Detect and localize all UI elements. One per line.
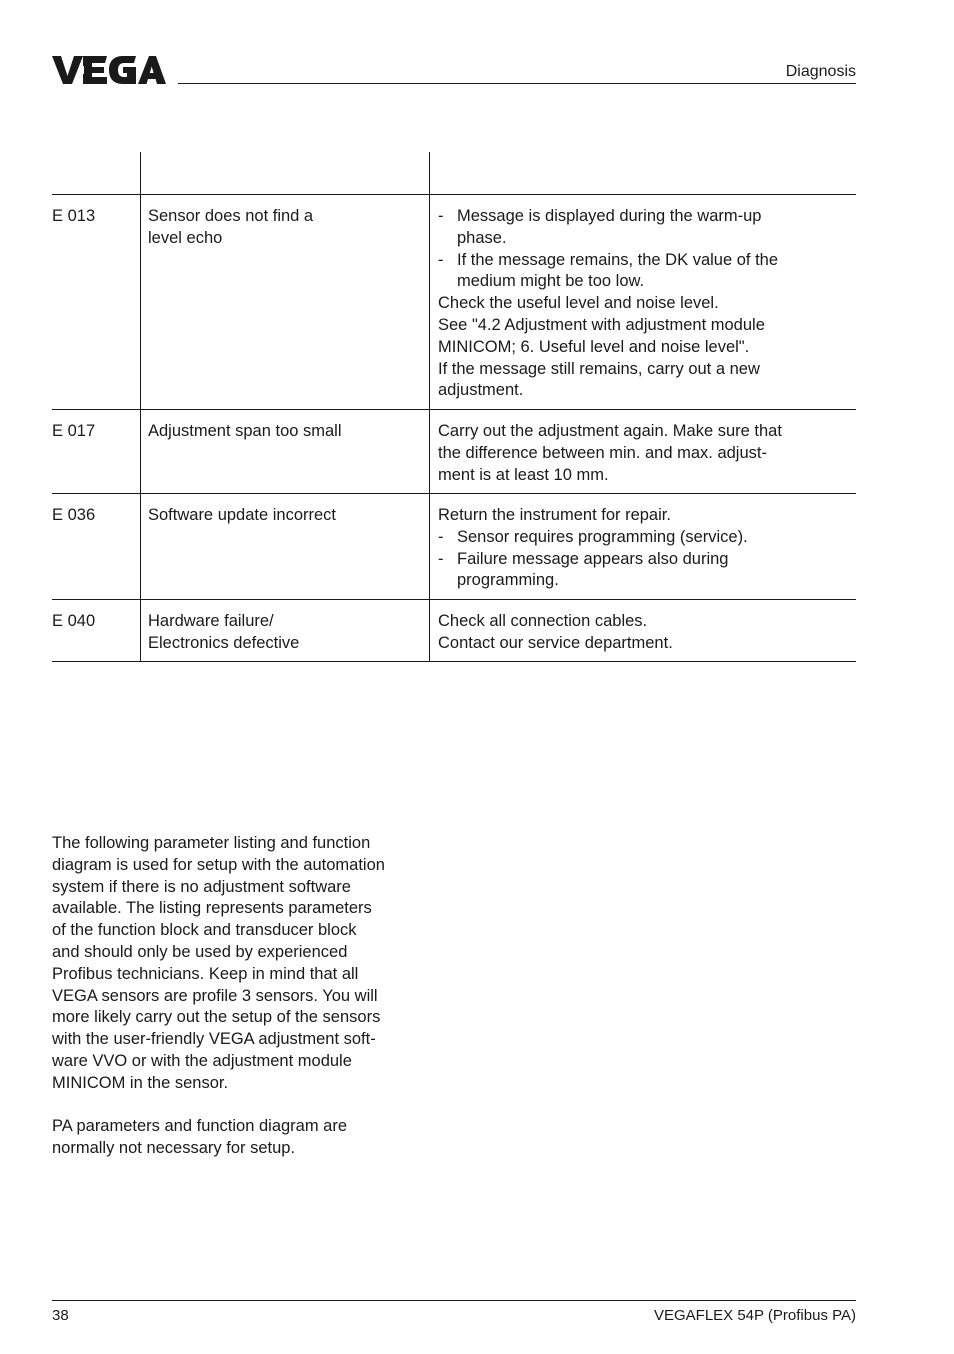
intro-paragraph: PA parameters and function diagram are normally not necessary for setup. [52,1117,348,1158]
row-rule [52,661,856,662]
error-remedy: Carry out the adjustment again. Make sure that the difference between min. and max. adjust- ment is at least 10 mm. [438,422,782,484]
error-remedy: Check all connection cables. Contact our service department. [438,612,673,652]
header-rule [178,83,856,84]
error-code: E 017 [52,422,96,440]
intro-paragraph: The following parameter listing and function diagram is used for setup with the automation system if there is no adjustment software available. The listing represents parameters of the function block and transducer block and should only be used by experienced Profibus technicians. Keep in mind that all VEGA sensors are profile 3 sensors. You will more likely carry out the setup of the sensors with the user-friendly VEGA adjustment soft- ware VVO or with the adjustment module MINICOM in the sensor. [52,834,385,1092]
document-title: VEGAFLEX 54P (Profibus PA) [653,1307,856,1324]
error-code: E 013 [52,207,96,225]
vega-logo [52,54,166,86]
table-row [52,599,856,661]
error-code: E 036 [52,506,96,524]
error-description: Adjustment span too small [148,422,342,440]
error-description: Software update incorrect [148,506,337,524]
error-remedy: - Message is displayed during the warm-up phase. - If the message remains, the DK value of the medium might be too low. Check the useful level and noise level. See "4.2 Adjustment with adjustment module MINICOM; 6. Useful level and noise level". If the message still remains, carry out a new adjustment. [438,207,779,400]
page-number: 38 [52,1307,69,1324]
intro-text [52,833,452,1182]
error-description: Hardware failure/ Electronics defective [148,612,300,652]
table-row [52,409,856,493]
error-code: E 040 [52,612,96,630]
error-remedy: Return the instrument for repair. - Sensor requires programming (service). - Failure message appears also during programming. [438,506,748,590]
table-row [52,194,856,409]
section-title: Diagnosis [785,63,856,80]
error-description: Sensor does not find a level echo [148,207,314,247]
table-row [52,493,856,599]
footer-rule [52,1300,856,1301]
